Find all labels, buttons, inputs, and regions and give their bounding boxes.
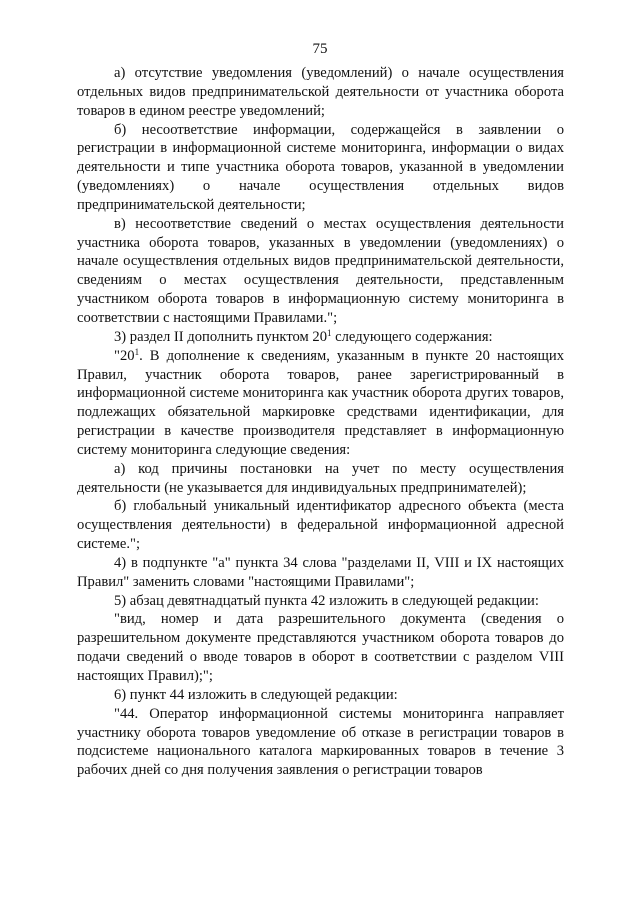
item-3-superscript: 1	[327, 327, 332, 338]
paragraph-20-1-a: а) код причины постановки на учет по месту осуществления деятельности (не указывается для индивидуальных предпринимателей);	[77, 460, 564, 496]
clause-20-1-number: "20	[114, 347, 135, 364]
clause-20-1-text: . В дополнение к сведениям, указанным в пункте 20 настоящих Правил, участник оборота товаров, ранее зарегистрированный в информационной системе мониторинга как участник оборота других товаров, подлежащих обязательной маркировке средствами идентификации, для регистрации в качестве производителя представляет в информационную систему мониторинга следующие сведения:	[77, 347, 564, 458]
paragraph-item-6: 6) пункт 44 изложить в следующей редакции:	[114, 686, 398, 703]
paragraph-20-1-b: б) глобальный уникальный идентификатор адресного объекта (места осуществления деятельности) в федеральной информационной адресной системе.";	[77, 498, 564, 553]
document-body	[77, 64, 564, 780]
paragraph-item-6-quote: "44. Оператор информационной системы мониторинга направляет участнику оборота товаров уведомление об отказе в регистрации товаров в подсистеме национального каталога маркированных товаров в течение 3 рабочих дней со дня получения заявления о регистрации товаров	[77, 705, 564, 779]
paragraph-c: в) несоответствие сведений о местах осуществления деятельности участника оборота товаров, указанных в уведомлении (уведомлениях) о начале осуществления отдельных видов предпринимательской деятельности, сведениям о местах осуществления деятельности, представленным участником оборота товаров в информационную систему мониторинга в соответствии с настоящими Правилами.";	[77, 215, 564, 326]
item-3-tail: следующего содержания:	[331, 328, 493, 345]
paragraph-item-5: 5) абзац девятнадцатый пункта 42 изложить в следующей редакции:	[114, 592, 539, 609]
item-3-text: 3) раздел II дополнить пунктом 20	[114, 328, 327, 345]
paragraph-a: а) отсутствие уведомления (уведомлений) о начале осуществления отдельных видов предпринимательской деятельности от участника оборота товаров в едином реестре уведомлений;	[77, 65, 564, 119]
paragraph-20-1	[77, 347, 564, 460]
paragraph-item-5-quote: "вид, номер и дата разрешительного документа (сведения о разрешительном документе представляются участником оборота товаров до подачи сведений о вводе товаров в оборот в соответствии с разделом VIII настоящих Правил);";	[77, 611, 564, 684]
paragraph-item-3	[77, 328, 564, 347]
page-number: 75	[312, 41, 328, 57]
clause-20-1-superscript: 1	[134, 346, 140, 357]
paragraph-b: б) несоответствие информации, содержащейся в заявлении о регистрации в информационной системе мониторинга, информации о видах деятельности и типе участника оборота товаров, указанной в уведомлении (уведомлениях) о начале осуществления отдельных видов предпринимательской деятельности;	[77, 121, 564, 213]
paragraph-item-4: 4) в подпункте "а" пункта 34 слова "разделами II, VIII и IX настоящих Правил" заменить словами "настоящими Правилами";	[77, 554, 564, 590]
